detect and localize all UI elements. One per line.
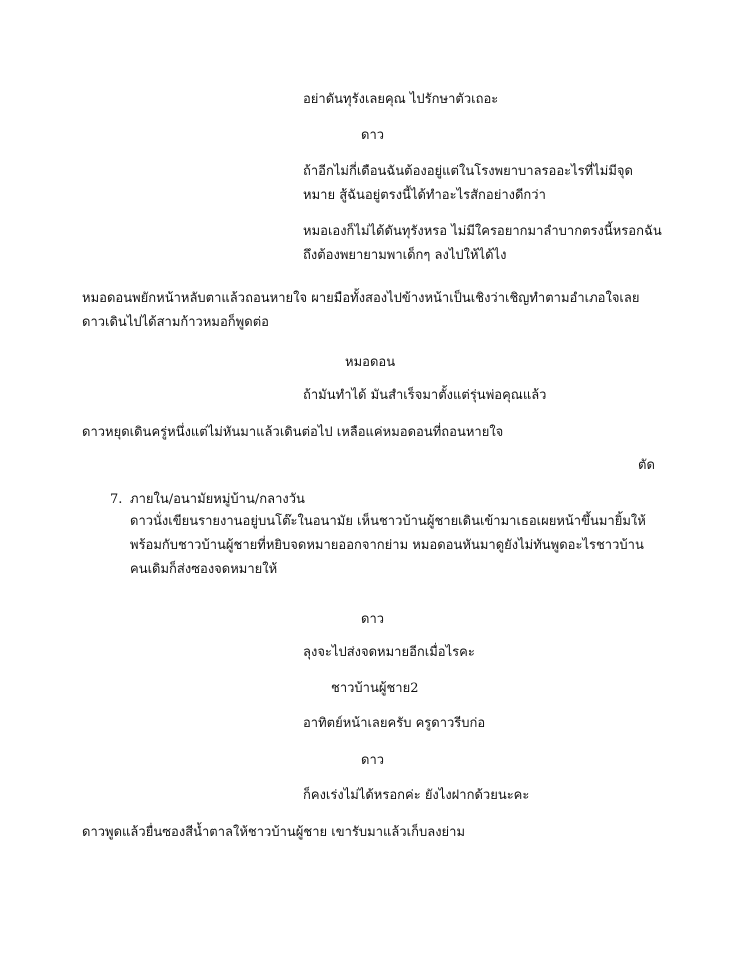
- character-name: ดาว: [361, 753, 385, 768]
- scene-number: 7.: [110, 492, 123, 507]
- dialogue-block: ถ้าอีกไม่กี่เดือนฉันต้องอยู่แต่ในโรงพยาบาลรออะไรที่ไม่มีจุดหมาย สู้ฉันอยู่ตรงนี้ได้ทำอะไรสักอย่างดีกว่า: [303, 164, 633, 203]
- dialogue-block: หมอเองก็ไม่ได้ดันทุรังหรอ ไม่มีใครอยากมาลำบากตรงนี้หรอกฉัน ถึงต้องพยายามพาเด็กๆ ลงไปให้ได้ไง: [303, 224, 662, 263]
- action-paragraph: ดาวนั่งเขียนรายงานอยู่บนโต๊ะในอนามัย เห็นชาวบ้านผู้ชายเดินเข้ามาเธอเผยหน้าขึ้นมายิ้มให้พร้อมกับชาวบ้านผู้ชายที่หยิบจดหมายออกจากย่าม หมอดอนหันมาดูยังไม่ทันพูดอะไรชาวบ้านคนเดิมก็ส่งซองจดหมายให้: [130, 514, 646, 577]
- dialogue-line: ก็คงเร่งไม่ได้หรอกค่ะ ยังไงฝากด้วยนะคะ: [303, 788, 530, 803]
- dialogue-line: ลุงจะไปส่งจดหมายอีกเมื่อไรคะ: [303, 645, 475, 660]
- action-paragraph: ดาวพูดแล้วยื่นซองสีน้ำตาลให้ชาวบ้านผู้ชาย เขารับมาแล้วเก็บลงย่าม: [82, 825, 466, 840]
- scene-heading: ภายใน/อนามัยหมู่บ้าน/กลางวัน: [130, 492, 305, 507]
- dialogue-line: อาทิตย์หน้าเลยครับ ครูดาวรีบก่อ: [303, 716, 486, 731]
- transition-cut: ตัด: [638, 458, 655, 473]
- action-paragraph: ดาวหยุดเดินครู่หนึ่งแต่ไม่หันมาแล้วเดินต่อไป เหลือแค่หมอดอนที่ถอนหายใจ: [82, 425, 504, 440]
- character-name: ชาวบ้านผู้ชาย2: [331, 681, 419, 696]
- dialogue-line: ถ้ามันทำได้ มันสำเร็จมาตั้งแต่รุ่นพ่อคุณแล้ว: [303, 388, 547, 403]
- dialogue-line: อย่าดันทุรังเลยคุณ ไปรักษาตัวเถอะ: [303, 92, 499, 107]
- character-name: หมอดอน: [345, 355, 396, 370]
- character-name: ดาว: [361, 612, 385, 627]
- character-name: ดาว: [361, 128, 385, 143]
- action-paragraph: หมอดอนพยักหน้าหลับตาแล้วถอนหายใจ ผายมือทั้งสองไปข้างหน้าเป็นเชิงว่าเชิญทำตามอำเภอใจเลย ดาวเดินไปได้สามก้าวหมอก็พูดต่อ: [82, 291, 640, 330]
